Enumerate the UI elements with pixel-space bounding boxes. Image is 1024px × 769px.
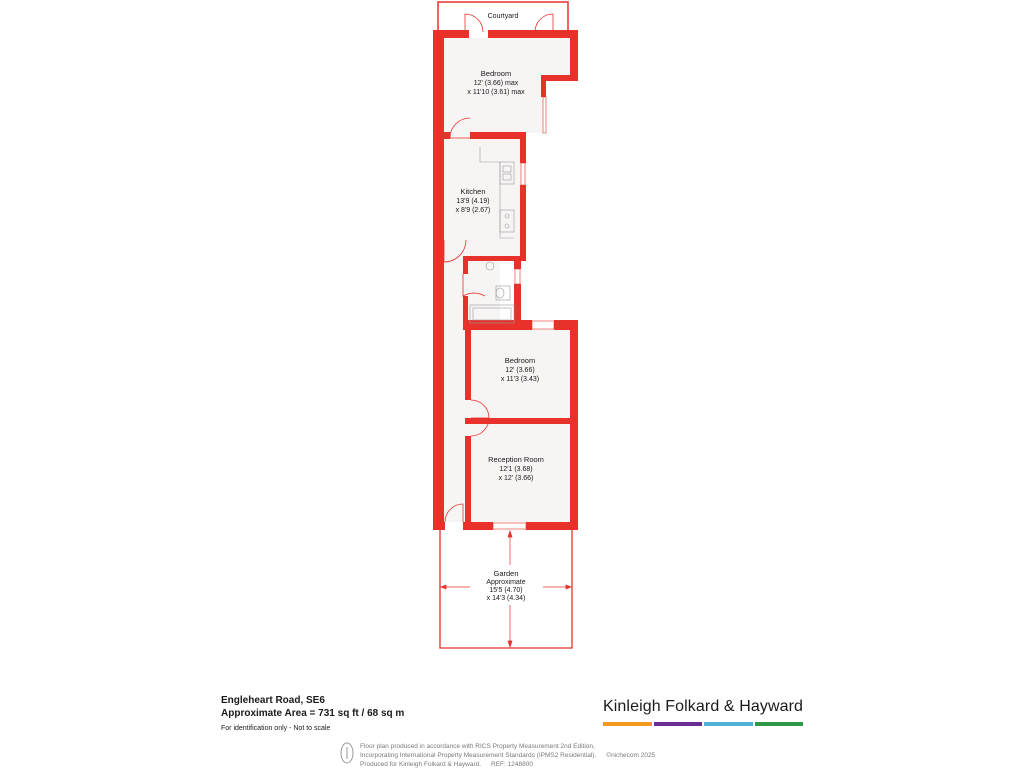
garden-dim: x 14'3 (4.34): [486, 595, 526, 602]
legal-line-3: Produced for Kinleigh Folkard & Hayward.: [360, 761, 482, 768]
room-bedroom-2: [501, 356, 539, 383]
brand-color-bar: [603, 722, 803, 726]
room-name: Kitchen: [460, 187, 486, 196]
room-dim: x 12' (3.66): [498, 475, 534, 482]
rics-compliance-icon: [340, 742, 354, 764]
garden-name: Garden: [493, 569, 519, 578]
room-dim: 12'1 (3.68): [499, 466, 533, 473]
agency-name: Kinleigh Folkard & Hayward: [603, 698, 804, 715]
room-dim: x 8'9 (2.67): [455, 207, 491, 214]
brand-bar-segment: [755, 722, 804, 726]
legal-line-1: Floor plan produced in accordance with RICS Property Measurement 2nd Edition,: [360, 743, 595, 750]
room-name: Reception Room: [488, 455, 544, 464]
courtyard-label: Courtyard: [487, 13, 519, 20]
room-dim: 12' (3.66) max: [473, 80, 519, 87]
room-kitchen: [456, 187, 491, 214]
brand-bar-segment: [603, 722, 652, 726]
property-area: Approximate Area = 731 sq ft / 68 sq m: [221, 708, 405, 719]
floor-area: [440, 38, 573, 522]
room-dim: x 11'10 (3.61) max: [467, 89, 525, 96]
disclaimer-text: For identification only - Not to scale: [221, 725, 331, 732]
room-dim: x 11'3 (3.43): [500, 376, 540, 383]
property-info: [221, 695, 404, 735]
reference-number: REF: 1248800: [491, 761, 533, 768]
garden-dim: 15'5 (4.70): [489, 587, 523, 594]
room-dim: 13'9 (4.19): [456, 198, 490, 205]
brand-bar-segment: [654, 722, 703, 726]
room-name: Bedroom: [480, 69, 512, 78]
brand-bar-segment: [704, 722, 753, 726]
property-address: Engleheart Road, SE6: [221, 695, 325, 706]
agency-logo: [603, 698, 803, 726]
garden-qualifier: Approximate: [486, 579, 526, 586]
room-name: Bedroom: [504, 356, 536, 365]
room-dim: 12' (3.66): [505, 367, 535, 374]
copyright-text: ©nichecom 2025: [606, 752, 656, 759]
garden-label: [486, 569, 525, 602]
legal-line-2: Incorporating International Property Measurement Standards (IPMS2 Residential).: [360, 752, 597, 759]
legal-notice: [340, 742, 700, 769]
